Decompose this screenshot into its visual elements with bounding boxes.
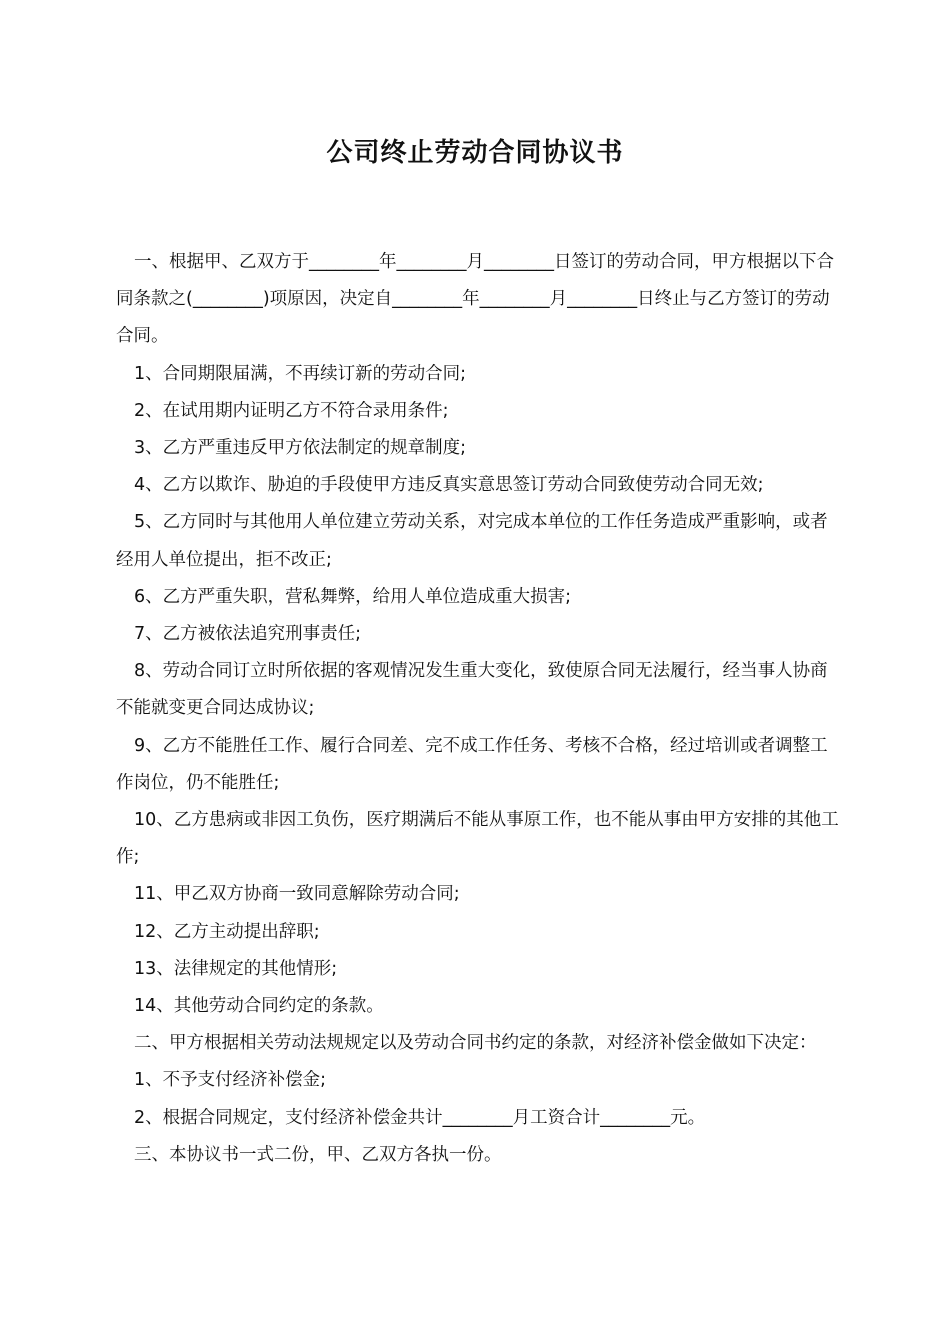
compensation-item-1: 1、不予支付经济补偿金; [134, 1070, 327, 1091]
reason-item-10: 10、乙方患病或非因工负伤，医疗期满后不能从事原工作，也不能从事由甲方安排的其他工作; [116, 810, 839, 868]
reason-item-12: 12、乙方主动提出辞职; [134, 921, 320, 942]
reason-item-3: 3、乙方严重违反甲方依法制定的规章制度; [134, 438, 467, 459]
reason-item-9: 9、乙方不能胜任工作、履行合同差、完不成工作任务、考核不合格，经过培训或者调整工作岗位，仍不能胜任; [116, 735, 828, 793]
compensation-item-2: 2、根据合同规定，支付经济补偿金共计________月工资合计________元。 [134, 1107, 706, 1128]
clause-3: 三、本协议书一式二份，甲、乙双方各执一份。 [134, 1144, 502, 1165]
clause-1-intro: 一、根据甲、乙双方于________年________月________日签订的劳动合同，甲方根据以下合同条款之(________)项原因，决定自________年________月________日终止与乙方签订的劳动合同。 [116, 252, 834, 347]
reason-item-14: 14、其他劳动合同约定的条款。 [134, 996, 384, 1017]
reason-item-5: 5、乙方同时与其他用人单位建立劳动关系，对完成本单位的工作任务造成严重影响，或者经用人单位提出，拒不改正; [116, 512, 828, 570]
reason-item-1: 1、合同期限届满，不再续订新的劳动合同; [134, 363, 467, 384]
reason-item-6: 6、乙方严重失职，营私舞弊，给用人单位造成重大损害; [134, 586, 572, 607]
clause-2-intro: 二、甲方根据相关劳动法规规定以及劳动合同书约定的条款，对经济补偿金做如下决定： [134, 1033, 817, 1054]
reason-item-2: 2、在试用期内证明乙方不符合录用条件; [134, 400, 449, 421]
document-body [116, 244, 840, 1174]
reason-item-13: 13、法律规定的其他情形; [134, 958, 338, 979]
reason-item-11: 11、甲乙双方协商一致同意解除劳动合同; [134, 884, 460, 905]
reason-item-4: 4、乙方以欺诈、胁迫的手段使甲方违反真实意思签订劳动合同致使劳动合同无效; [134, 475, 764, 496]
reason-item-8: 8、劳动合同订立时所依据的客观情况发生重大变化，致使原合同无法履行，经当事人协商不能就变更合同达成协议; [116, 661, 828, 719]
document-title: 公司终止劳动合同协议书 [326, 138, 624, 168]
reason-item-7: 7、乙方被依法追究刑事责任; [134, 624, 362, 645]
